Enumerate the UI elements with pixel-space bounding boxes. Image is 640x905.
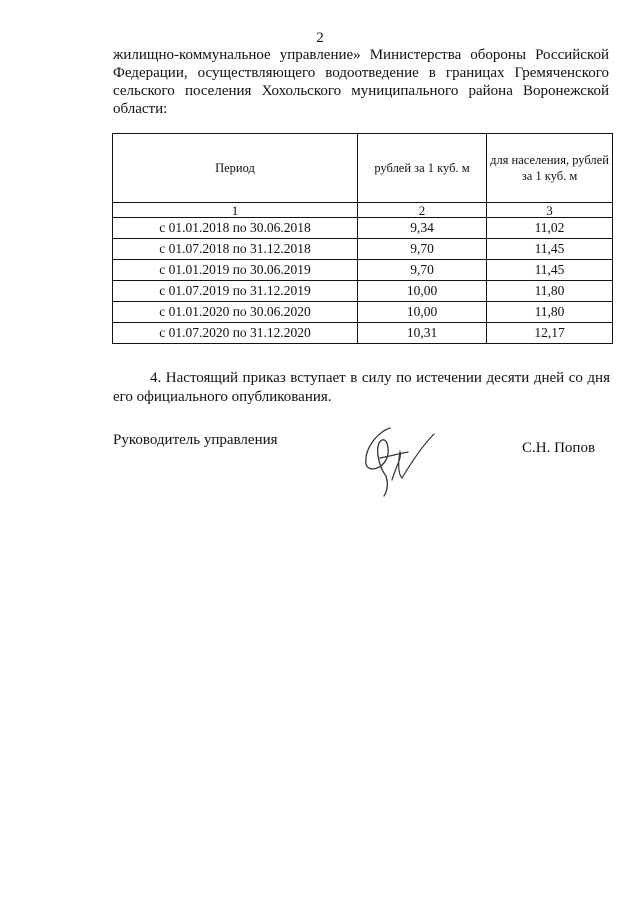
population-rate-cell: 12,17 — [487, 323, 613, 344]
population-rate-cell: 11,45 — [487, 239, 613, 260]
rate-cell: 10,31 — [358, 323, 487, 344]
table-row — [113, 281, 613, 302]
period-cell: с 01.07.2020 по 31.12.2020 — [113, 323, 358, 344]
population-rate-cell: 11,80 — [487, 302, 613, 323]
period-cell: с 01.01.2020 по 30.06.2020 — [113, 302, 358, 323]
column-number: 3 — [487, 203, 613, 218]
table-row — [113, 218, 613, 239]
rate-cell: 10,00 — [358, 302, 487, 323]
rate-cell: 9,70 — [358, 260, 487, 281]
period-cell: с 01.01.2018 по 30.06.2018 — [113, 218, 358, 239]
column-number-row — [113, 203, 613, 218]
column-number: 1 — [113, 203, 358, 218]
rate-cell: 9,34 — [358, 218, 487, 239]
period-cell: с 01.07.2018 по 31.12.2018 — [113, 239, 358, 260]
rate-cell: 9,70 — [358, 239, 487, 260]
rate-cell: 10,00 — [358, 281, 487, 302]
table-header-row — [113, 134, 613, 203]
period-cell: с 01.01.2019 по 30.06.2019 — [113, 260, 358, 281]
population-rate-cell: 11,02 — [487, 218, 613, 239]
period-cell: с 01.07.2019 по 31.12.2019 — [113, 281, 358, 302]
tariff-table — [112, 133, 613, 344]
population-rate-cell: 11,80 — [487, 281, 613, 302]
column-number: 2 — [358, 203, 487, 218]
table-row — [113, 323, 613, 344]
header-rate-population: для населения, рублей за 1 куб. м — [487, 134, 613, 203]
page-number: 2 — [316, 30, 324, 46]
header-rate: рублей за 1 куб. м — [358, 134, 487, 203]
signature-image — [350, 418, 445, 498]
header-period: Период — [113, 134, 358, 203]
table-row — [113, 260, 613, 281]
signer-name: С.Н. Попов — [522, 440, 596, 456]
population-rate-cell: 11,45 — [487, 260, 613, 281]
table-row — [113, 239, 613, 260]
intro-paragraph: жилищно-коммунальное управление» Министерства обороны Российской Федерации, осуществляющего водоотведение в границах Гремяченского сельского поселения Хохольского муниципального района Воронежской области: — [113, 47, 609, 117]
signer-position: Руководитель управления — [113, 432, 278, 448]
table-row — [113, 302, 613, 323]
paragraph-4: 4. Настоящий приказ вступает в силу по истечении десяти дней со дня его официального опубликования. — [113, 370, 610, 405]
